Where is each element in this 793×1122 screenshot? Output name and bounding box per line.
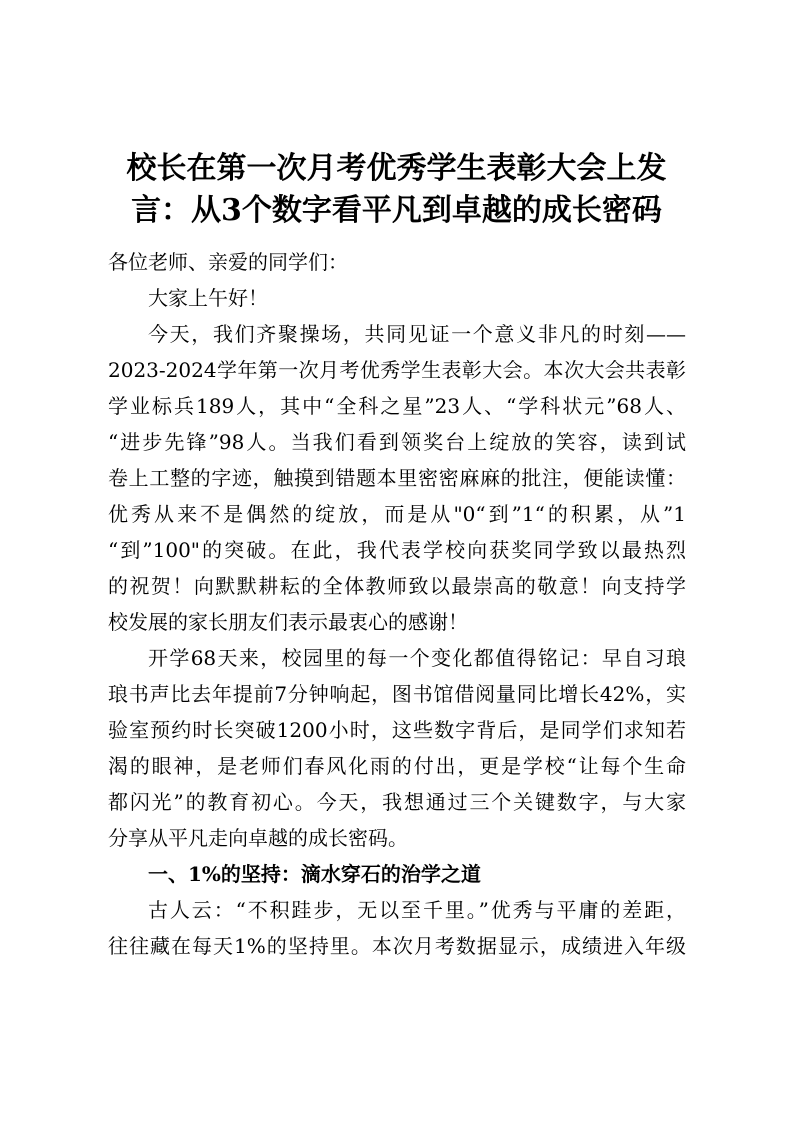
- text-line: “进步先锋”98人。当我们看到领奖台上绽放的笑容，读到试: [108, 430, 686, 454]
- document-body: [108, 244, 686, 964]
- text-line: 往往藏在每天1%的坚持里。本次月考数据显示，成绩进入年级: [108, 934, 686, 958]
- text-line: “到”100"的突破。在此，我代表学校向获奖同学致以最热烈: [108, 538, 686, 562]
- text-line: 大家上午好！: [148, 286, 268, 310]
- document-title: [100, 148, 693, 232]
- text-line: 开学68天来，校园里的每一个变化都值得铭记：早自习琅: [148, 646, 686, 670]
- title-line-1: 校长在第一次月考优秀学生表彰大会上发: [126, 151, 667, 186]
- text-line: 校发展的家长朋友们表示最衷心的感谢！: [108, 610, 468, 634]
- text-line: 都闪光”的教育初心。今天，我想通过三个关键数字，与大家: [108, 790, 686, 814]
- text-line: 的祝贺！向默默耕耘的全体教师致以最崇高的敬意！向支持学: [108, 574, 686, 598]
- text-line: 琅书声比去年提前7分钟响起，图书馆借阅量同比增长42%，实: [108, 682, 686, 706]
- text-line: 学业标兵189人，其中“全科之星”23人、“学科状元”68人、: [108, 394, 686, 418]
- text-line: 验室预约时长突破1200小时，这些数字背后，是同学们求知若: [108, 718, 686, 742]
- text-line: 古人云：“不积跬步，无以至千里。”优秀与平庸的差距，: [148, 898, 686, 922]
- text-line: 优秀从来不是偶然的绽放，而是从"0“到”1“的积累，从”1: [108, 502, 686, 526]
- section-heading: 一、1%的坚持：滴水穿石的治学之道: [148, 862, 481, 886]
- title-line-2: 言：从3个数字看平凡到卓越的成长密码: [131, 193, 662, 228]
- text-line: 今天，我们齐聚操场，共同见证一个意义非凡的时刻——: [148, 322, 686, 346]
- text-line: 2023-2024学年第一次月考优秀学生表彰大会。本次大会共表彰: [108, 358, 686, 382]
- text-line: 各位老师、亲爱的同学们：: [108, 250, 348, 274]
- text-line: 卷上工整的字迹，触摸到错题本里密密麻麻的批注，便能读懂：: [108, 466, 686, 490]
- text-line: 分享从平凡走向卓越的成长密码。: [108, 826, 408, 850]
- text-line: 渴的眼神，是老师们春风化雨的付出，更是学校“让每个生命: [108, 754, 686, 778]
